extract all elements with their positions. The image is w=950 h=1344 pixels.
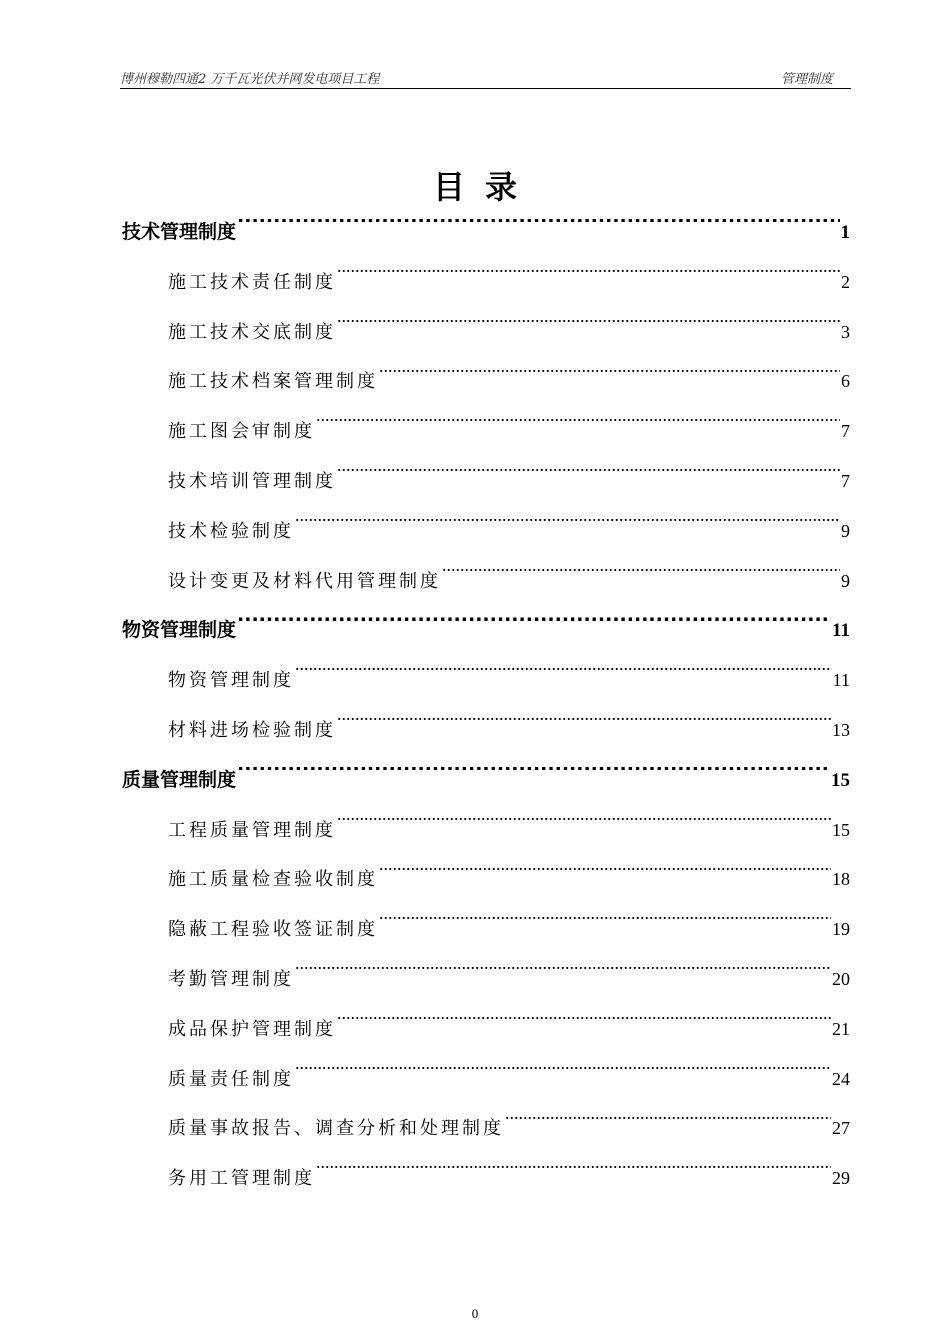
toc-leader-dots — [237, 617, 831, 636]
toc-subsection-entry[interactable] — [122, 1005, 850, 1055]
toc-entry-label: 施工图会审制度 — [168, 421, 315, 443]
toc-subsection-entry[interactable] — [122, 308, 850, 358]
toc-leader-dots — [316, 1166, 831, 1184]
toc-entry-label: 物资管理制度 — [122, 619, 237, 642]
toc-subsection-entry[interactable] — [122, 1154, 850, 1204]
toc-entry-label: 技术检验制度 — [168, 520, 294, 542]
toc-section-entry[interactable] — [122, 756, 850, 806]
toc-leader-dots — [295, 519, 840, 537]
toc-subsection-entry[interactable] — [122, 806, 850, 856]
toc-leader-dots — [316, 419, 840, 437]
toc-leader-dots — [379, 867, 831, 885]
toc-leader-dots — [337, 818, 831, 836]
toc-entry-label: 技术管理制度 — [122, 221, 237, 243]
toc-entry-page: 7 — [841, 421, 850, 442]
toc-entry-page: 20 — [832, 968, 850, 989]
toc-entry-label: 考勤管理制度 — [168, 968, 294, 990]
toc-entry-page: 15 — [832, 819, 850, 840]
toc-leader-dots — [295, 967, 831, 985]
header-section-title: 管理制度 — [780, 72, 833, 87]
toc-entry-page: 1 — [840, 222, 850, 243]
toc-entry-page: 13 — [832, 719, 850, 740]
toc-entry-label: 隐蔽工程验收签证制度 — [168, 919, 378, 941]
toc-entry-page: 7 — [841, 470, 850, 491]
toc-entry-label: 成品保护管理制度 — [168, 1018, 336, 1040]
toc-leader-dots — [237, 219, 839, 238]
toc-entry-page: 11 — [832, 620, 850, 642]
toc-leader-dots — [505, 1116, 831, 1134]
toc-leader-dots — [337, 270, 840, 288]
toc-section-entry[interactable] — [122, 208, 850, 258]
toc-leader-dots — [442, 569, 840, 587]
toc-entry-page: 15 — [831, 769, 850, 791]
header-project-title: 博州穆勒四通2 万千瓦光伏并网发电项目工程 — [120, 72, 380, 87]
toc-title: 目录 — [432, 168, 537, 206]
toc-leader-dots — [337, 320, 840, 338]
table-of-contents — [122, 208, 850, 1204]
toc-leader-dots — [337, 469, 840, 487]
toc-entry-label: 技术培训管理制度 — [168, 470, 336, 492]
toc-entry-page: 19 — [832, 919, 850, 940]
toc-entry-label: 质量责任制度 — [168, 1068, 294, 1090]
toc-section-entry[interactable] — [122, 606, 850, 656]
toc-entry-label: 施工技术交底制度 — [168, 321, 336, 343]
toc-entry-label: 施工质量检查验收制度 — [168, 869, 378, 891]
toc-entry-page: 3 — [841, 321, 850, 342]
toc-subsection-entry[interactable] — [122, 1055, 850, 1105]
toc-entry-page: 24 — [832, 1068, 850, 1089]
toc-entry-label: 材料进场检验制度 — [168, 719, 336, 741]
toc-leader-dots — [337, 718, 831, 736]
toc-entry-label: 设计变更及材料代用管理制度 — [168, 570, 441, 592]
toc-leader-dots — [295, 1067, 831, 1085]
toc-entry-page: 27 — [832, 1118, 850, 1139]
toc-subsection-entry[interactable] — [122, 357, 850, 407]
page-header — [120, 66, 851, 89]
toc-subsection-entry[interactable] — [122, 507, 850, 557]
toc-entry-page: 6 — [841, 371, 850, 392]
page-number: 0 — [471, 1306, 479, 1321]
toc-entry-page: 18 — [832, 869, 850, 890]
toc-leader-dots — [337, 1017, 831, 1035]
toc-subsection-entry[interactable] — [122, 706, 850, 756]
toc-subsection-entry[interactable] — [122, 407, 850, 457]
toc-entry-label: 施工技术责任制度 — [168, 271, 336, 293]
toc-leader-dots — [379, 917, 831, 935]
toc-leader-dots — [295, 668, 832, 686]
toc-entry-page: 11 — [832, 670, 850, 691]
toc-subsection-entry[interactable] — [122, 258, 850, 308]
toc-subsection-entry[interactable] — [122, 855, 850, 905]
toc-subsection-entry[interactable] — [122, 457, 850, 507]
toc-entry-page: 29 — [832, 1168, 850, 1189]
toc-subsection-entry[interactable] — [122, 955, 850, 1005]
toc-entry-page: 21 — [832, 1018, 850, 1039]
toc-leader-dots — [379, 369, 840, 387]
toc-subsection-entry[interactable] — [122, 905, 850, 955]
toc-entry-label: 质量事故报告、调查分析和处理制度 — [168, 1118, 504, 1140]
toc-subsection-entry[interactable] — [122, 656, 850, 706]
toc-entry-label: 工程质量管理制度 — [168, 819, 336, 841]
toc-entry-label: 质量管理制度 — [122, 768, 237, 791]
toc-entry-page: 9 — [841, 520, 850, 541]
toc-entry-label: 施工技术档案管理制度 — [168, 371, 378, 393]
toc-entry-page: 9 — [841, 570, 850, 591]
toc-subsection-entry[interactable] — [122, 557, 850, 607]
toc-entry-label: 务用工管理制度 — [168, 1168, 315, 1190]
toc-subsection-entry[interactable] — [122, 1104, 850, 1154]
toc-entry-label: 物资管理制度 — [168, 670, 294, 692]
toc-leader-dots — [237, 767, 830, 786]
toc-entry-page: 2 — [841, 271, 850, 292]
